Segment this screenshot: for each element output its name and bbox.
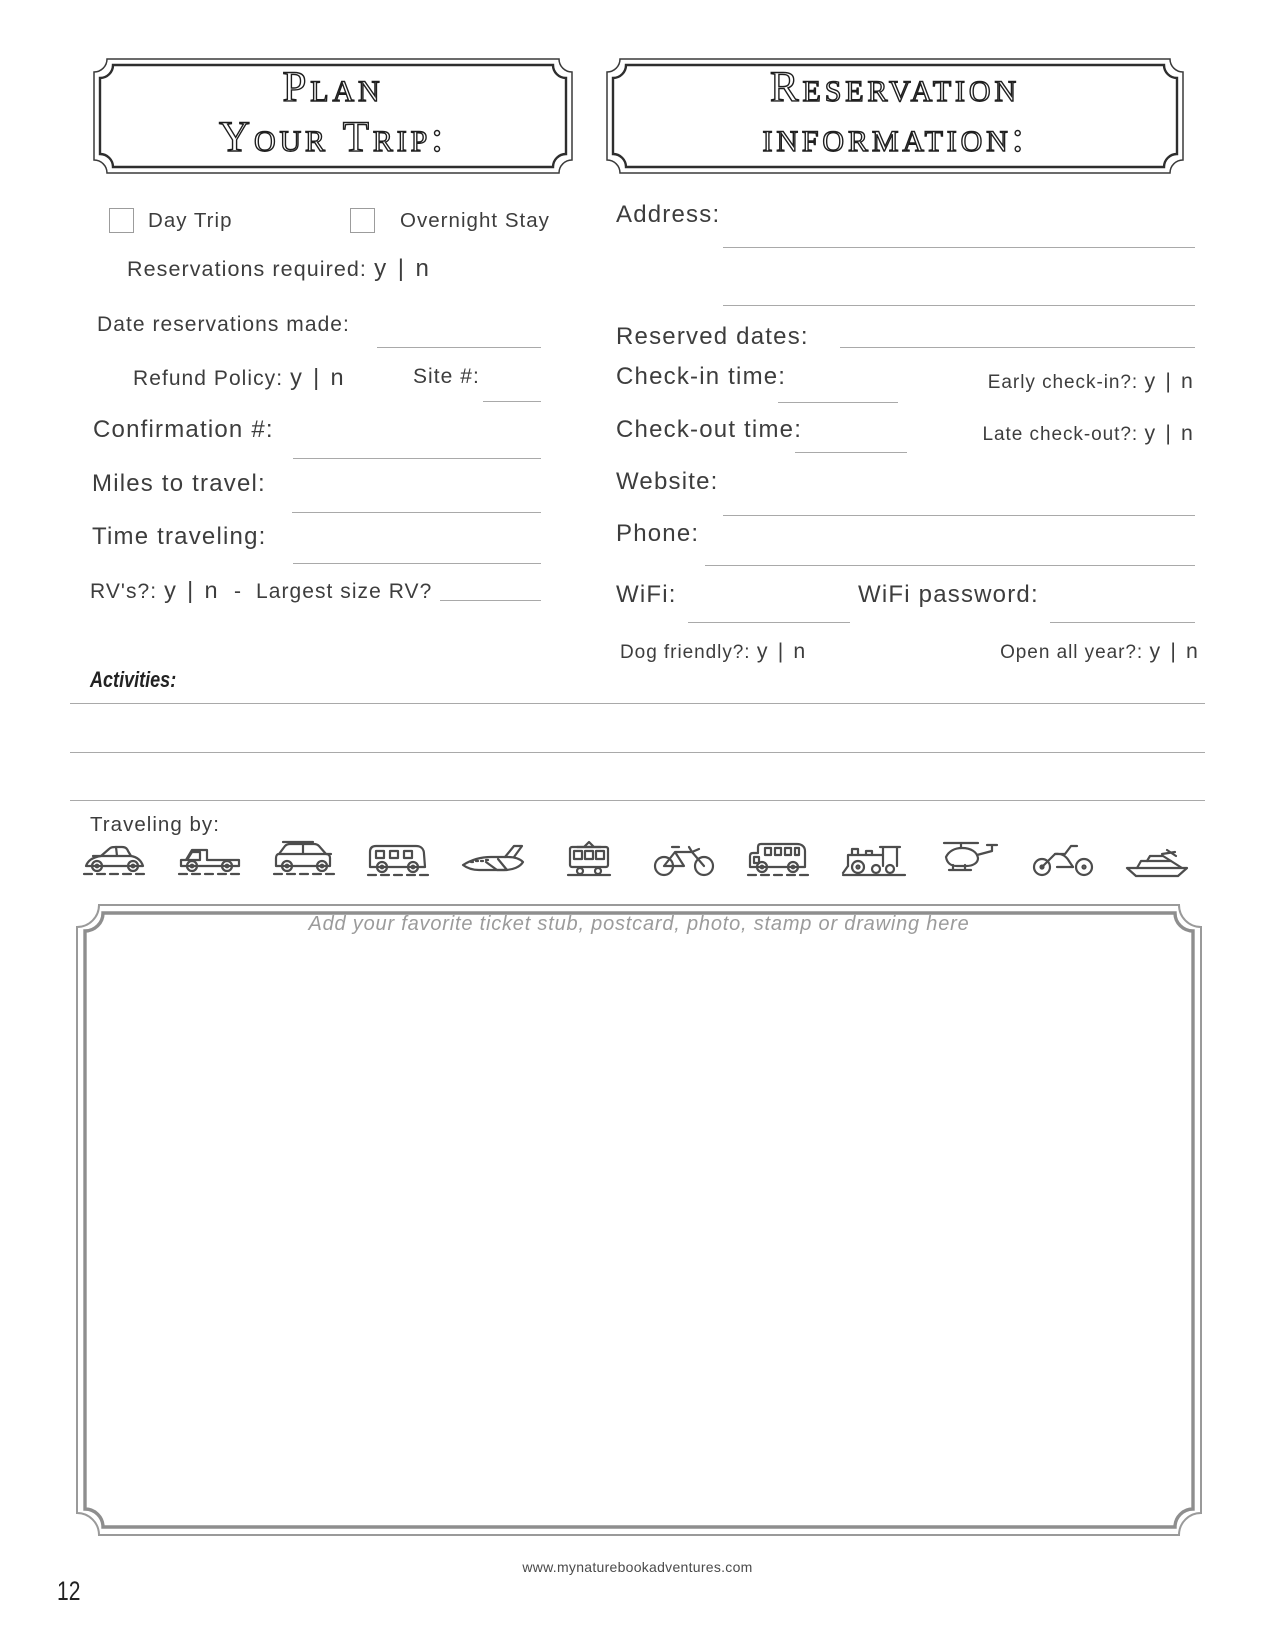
refund-policy-row xyxy=(133,365,346,391)
largest-rv-label: Largest size RV? xyxy=(256,580,433,603)
phone-line[interactable] xyxy=(705,565,1195,566)
footer-url: www.mynaturebookadventures.com xyxy=(522,1559,753,1575)
address-label: Address: xyxy=(616,201,721,228)
tram-icon[interactable] xyxy=(553,838,625,880)
day-trip-checkbox[interactable] xyxy=(109,208,134,233)
overnight-stay-label: Overnight Stay xyxy=(400,209,550,232)
site-number-label: Site #: xyxy=(413,365,480,388)
early-check-in-yn[interactable]: y | n xyxy=(1144,369,1195,393)
largest-rv-line[interactable] xyxy=(440,600,541,601)
check-out-time-line[interactable] xyxy=(795,452,907,453)
wifi-line[interactable] xyxy=(688,622,850,623)
traveling-by-label: Traveling by: xyxy=(90,813,220,836)
helicopter-icon[interactable] xyxy=(932,838,1004,880)
refund-policy-label: Refund Policy: xyxy=(133,367,284,390)
memento-box-caption: Add your favorite ticket stub, postcard, photo, stamp or drawing here xyxy=(308,913,970,935)
reservations-required-yn[interactable]: y | n xyxy=(374,255,432,282)
early-check-in-label: Early check-in?: xyxy=(987,372,1139,393)
reservations-required-label: Reservations required: xyxy=(127,257,367,281)
traveling-by-icons xyxy=(79,836,1194,880)
activities-line-1[interactable] xyxy=(70,703,1205,704)
check-out-time-label: Check-out time: xyxy=(616,416,803,443)
rv-separator: - xyxy=(233,580,242,603)
suv-icon[interactable] xyxy=(269,838,341,880)
reserved-dates-label: Reserved dates: xyxy=(616,323,809,350)
dog-friendly-row xyxy=(620,640,807,664)
date-reservations-made-label: Date reservations made: xyxy=(97,313,350,336)
address-line-1[interactable] xyxy=(723,247,1195,248)
date-reservations-made-line[interactable] xyxy=(377,347,541,348)
site-number-line[interactable] xyxy=(483,401,541,402)
open-all-year-yn[interactable]: y | n xyxy=(1149,639,1200,663)
day-trip-label: Day Trip xyxy=(148,209,233,232)
van-icon[interactable] xyxy=(363,838,435,880)
activities-line-3[interactable] xyxy=(70,800,1205,801)
open-all-year-label: Open all year?: xyxy=(1000,642,1144,663)
address-line-2[interactable] xyxy=(723,305,1195,306)
page-number: 12 xyxy=(57,1576,81,1606)
website-label: Website: xyxy=(616,468,719,495)
motorcycle-icon[interactable] xyxy=(1027,838,1099,880)
refund-policy-yn[interactable]: y | n xyxy=(290,364,346,390)
reserved-dates-line[interactable] xyxy=(840,347,1195,348)
reservation-title-line2: information: xyxy=(762,113,1028,161)
phone-label: Phone: xyxy=(616,520,700,547)
late-check-out-yn[interactable]: y | n xyxy=(1144,421,1195,445)
activities-label: Activities: xyxy=(90,667,177,692)
plan-your-trip-title xyxy=(92,63,574,163)
overnight-stay-checkbox[interactable] xyxy=(350,208,375,233)
time-traveling-line[interactable] xyxy=(293,563,541,564)
confirmation-number-line[interactable] xyxy=(293,458,541,459)
miles-to-travel-line[interactable] xyxy=(292,512,541,513)
dog-friendly-label: Dog friendly?: xyxy=(620,642,751,663)
bicycle-icon[interactable] xyxy=(648,838,720,880)
rvs-yn[interactable]: y | n xyxy=(164,577,220,603)
early-check-in-row xyxy=(988,370,1195,394)
check-in-time-label: Check-in time: xyxy=(616,363,787,390)
late-check-out-label: Late check-out?: xyxy=(982,424,1139,445)
steam-train-icon[interactable] xyxy=(838,838,910,880)
yacht-icon[interactable] xyxy=(1122,838,1194,880)
wifi-password-label: WiFi password: xyxy=(858,581,1039,608)
check-in-time-line[interactable] xyxy=(778,402,898,403)
website-line[interactable] xyxy=(723,515,1195,516)
school-bus-icon[interactable] xyxy=(743,838,815,880)
confirmation-number-label: Confirmation #: xyxy=(93,416,274,443)
wifi-password-line[interactable] xyxy=(1050,622,1195,623)
plan-title-line1: Plan xyxy=(282,64,384,111)
memento-drop-area[interactable] xyxy=(90,950,1188,1520)
car-icon[interactable] xyxy=(79,838,151,880)
reservation-information-title xyxy=(605,63,1185,163)
plan-title-line2: Your Trip: xyxy=(219,113,447,161)
activities-line-2[interactable] xyxy=(70,752,1205,753)
miles-to-travel-label: Miles to travel: xyxy=(92,470,266,497)
late-check-out-row xyxy=(982,422,1195,446)
time-traveling-label: Time traveling: xyxy=(92,523,267,550)
reservation-title-line1: Reservation xyxy=(770,64,1020,111)
rv-row xyxy=(90,578,432,604)
reservations-required-row xyxy=(127,256,431,282)
rvs-label: RV's?: xyxy=(90,580,158,603)
open-all-year-row xyxy=(1000,640,1200,664)
airplane-icon[interactable] xyxy=(458,838,530,880)
dog-friendly-yn[interactable]: y | n xyxy=(756,639,808,663)
pickup-truck-icon[interactable] xyxy=(174,838,246,880)
wifi-label: WiFi: xyxy=(616,581,677,608)
